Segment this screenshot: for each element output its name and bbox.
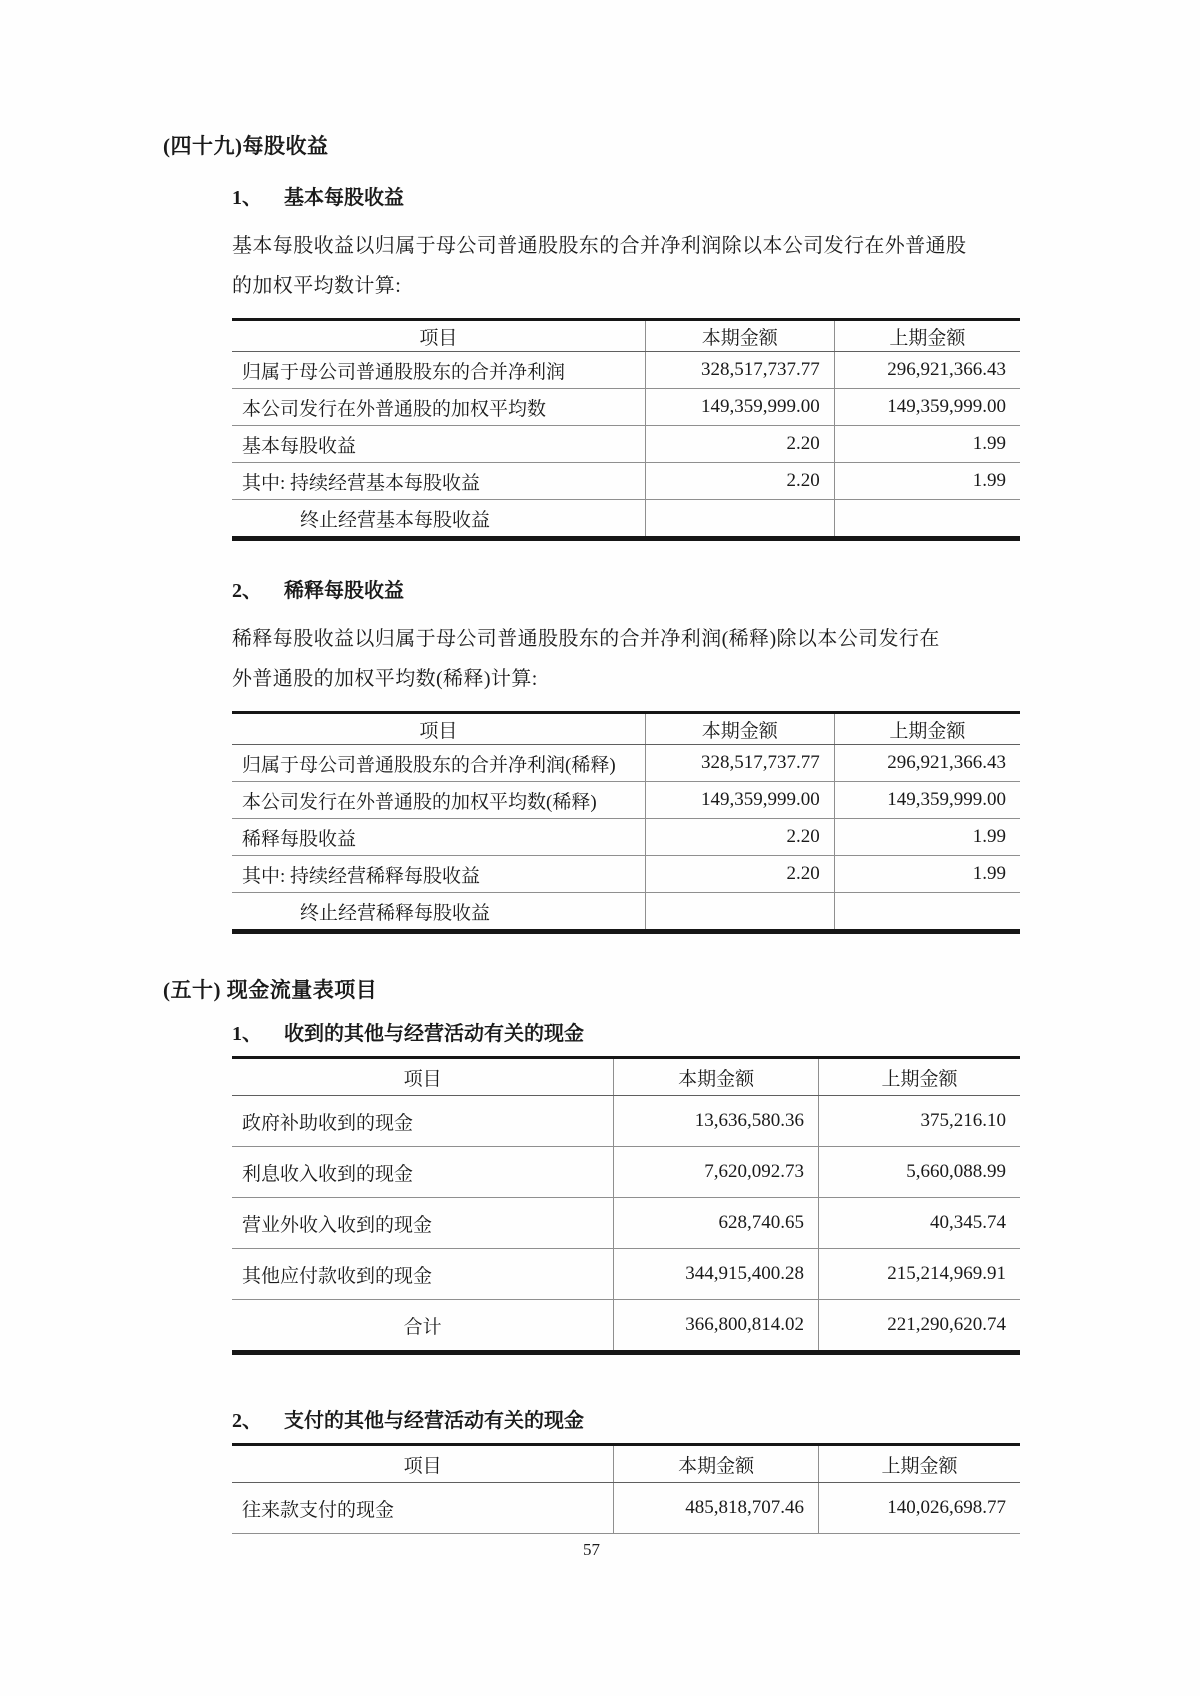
subsection-number: 2、 [232,580,262,602]
column-header: 本期金额 [646,321,835,351]
paragraph-line: 稀释每股收益以归属于母公司普通股股东的合并净利润(稀释)除以本公司发行在 [232,628,940,650]
row-value: 328,517,737.77 [646,352,835,388]
column-header: 上期金额 [881,1455,958,1477]
table-row [232,819,1020,856]
row-value: 2.20 [646,819,835,855]
column-header: 本期金额 [614,1059,819,1095]
row-value: 328,517,737.77 [646,745,835,781]
row-label: 基本每股收益 [232,426,646,462]
table-row [232,893,1020,929]
subsection-title: 支付的其他与经营活动有关的现金 [284,1410,584,1432]
row-value: 375,216.10 [920,1110,1006,1131]
row-value: 13,636,580.36 [614,1096,819,1146]
table-row [232,1483,1020,1533]
table-row [232,782,1020,819]
column-header: 项目 [232,1446,614,1482]
table-row [232,1198,1020,1249]
row-value: 485,818,707.46 [614,1483,819,1533]
row-label: 政府补助收到的现金 [232,1096,614,1146]
row-value: 215,214,969.91 [887,1263,1006,1284]
row-value [835,500,1020,536]
row-label: 本公司发行在外普通股的加权平均数 [232,389,646,425]
row-value: 628,740.65 [614,1198,819,1248]
row-value [835,893,1020,929]
row-value [646,893,835,929]
section-49-heading: (四十九)每股收益 [163,134,329,158]
subsection-number: 1、 [232,1023,262,1045]
row-label: 其中: 持续经营基本每股收益 [232,463,646,499]
column-header: 上期金额 [881,1068,958,1090]
row-value: 2.20 [646,463,835,499]
table-header-row [232,321,1020,352]
row-label: 其中: 持续经营稀释每股收益 [232,856,646,892]
table-row [232,1147,1020,1198]
row-value: 7,620,092.73 [614,1147,819,1197]
page-number: 57 [583,1540,600,1559]
subsection-cash-received-heading [232,1020,1200,1048]
table-row [232,745,1020,782]
cash-received-table [232,1056,1020,1355]
row-value: 140,026,698.77 [887,1497,1006,1518]
column-header: 上期金额 [889,720,966,742]
table-row [232,426,1020,463]
row-value: 5,660,088.99 [906,1161,1006,1182]
subsection-cash-paid-heading [232,1407,1200,1435]
column-header: 项目 [232,1059,614,1095]
row-value: 149,359,999.00 [887,396,1006,417]
subsection-title: 收到的其他与经营活动有关的现金 [284,1023,584,1045]
column-header: 本期金额 [646,714,835,744]
paragraph-line: 外普通股的加权平均数(稀释)计算: [232,668,538,690]
subsection-title: 基本每股收益 [284,187,404,209]
row-value: 344,915,400.28 [614,1249,819,1299]
basic-eps-paragraph [232,226,974,306]
subsection-number: 2、 [232,1410,262,1432]
row-value: 1.99 [972,863,1006,884]
row-value: 2.20 [646,856,835,892]
row-label: 终止经营基本每股收益 [232,500,646,536]
table-row [232,500,1020,536]
row-value: 296,921,366.43 [887,752,1006,773]
table-row [232,463,1020,500]
row-value: 1.99 [972,433,1006,454]
table-row [232,1096,1020,1147]
basic-eps-table [232,318,1020,541]
row-label: 其他应付款收到的现金 [232,1249,614,1299]
diluted-eps-paragraph [232,619,974,699]
row-label: 终止经营稀释每股收益 [232,893,646,929]
table-header-row [232,1059,1020,1096]
section-50-heading: (五十) 现金流量表项目 [163,978,378,1002]
column-header: 项目 [232,714,646,744]
column-header: 项目 [232,321,646,351]
table-row [232,856,1020,893]
row-value: 1.99 [972,826,1006,847]
row-label: 利息收入收到的现金 [232,1147,614,1197]
row-value: 221,290,620.74 [887,1314,1006,1335]
table-row [232,389,1020,426]
row-label: 稀释每股收益 [232,819,646,855]
table-row [232,352,1020,389]
table-header-row [232,714,1020,745]
row-label: 往来款支付的现金 [232,1483,614,1533]
subsection-diluted-eps-heading [232,577,1200,605]
table-row [232,1249,1020,1300]
subsection-title: 稀释每股收益 [284,580,404,602]
table-header-row [232,1446,1020,1483]
paragraph-line: 的加权平均数计算: [232,275,402,297]
row-value [646,500,835,536]
row-value: 149,359,999.00 [646,782,835,818]
paragraph-line: 基本每股收益以归属于母公司普通股股东的合并净利润除以本公司发行在外普通股 [232,235,967,257]
diluted-eps-table [232,711,1020,934]
row-value: 366,800,814.02 [614,1300,819,1350]
subsection-number: 1、 [232,187,262,209]
row-value: 149,359,999.00 [887,789,1006,810]
cash-paid-table [232,1443,1020,1534]
row-label: 合计 [232,1300,614,1350]
row-label: 营业外收入收到的现金 [232,1198,614,1248]
row-value: 2.20 [646,426,835,462]
table-row [232,1300,1020,1350]
row-label: 归属于母公司普通股股东的合并净利润(稀释) [232,745,646,781]
row-value: 296,921,366.43 [887,359,1006,380]
row-value: 40,345.74 [929,1212,1006,1233]
row-value: 149,359,999.00 [646,389,835,425]
row-value: 1.99 [972,470,1006,491]
subsection-basic-eps-heading [232,184,1200,212]
row-label: 本公司发行在外普通股的加权平均数(稀释) [232,782,646,818]
row-label: 归属于母公司普通股股东的合并净利润 [232,352,646,388]
column-header: 本期金额 [614,1446,819,1482]
column-header: 上期金额 [889,327,966,349]
